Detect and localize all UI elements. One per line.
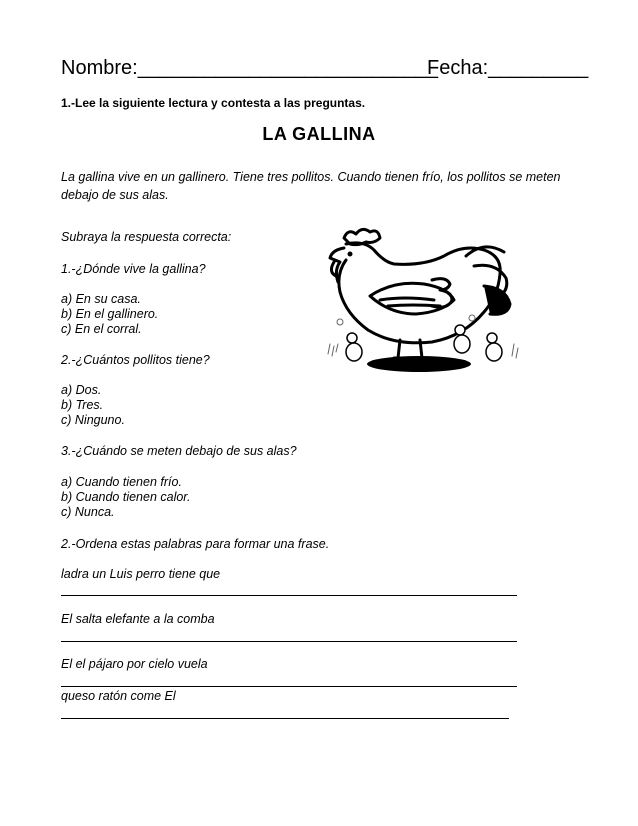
scrambled-sentence-4: queso ratón come El	[61, 689, 176, 703]
answer-line-4[interactable]	[61, 718, 509, 719]
answer-line-3[interactable]	[61, 686, 517, 687]
instruction-read: 1.-Lee la siguiente lectura y contesta a las preguntas.	[61, 96, 366, 110]
question-2-option-b[interactable]: b) Tres.	[61, 398, 104, 412]
question-2: 2.-¿Cuántos pollitos tiene?	[61, 353, 210, 367]
scrambled-sentence-1: ladra un Luis perro tiene que	[61, 567, 221, 581]
answer-line-1[interactable]	[61, 595, 517, 596]
scrambled-sentence-3: El el pájaro por cielo vuela	[61, 657, 208, 671]
reading-text: La gallina vive en un gallinero. Tiene tres pollitos. Cuando tienen frío, los pollitos se meten debajo de sus alas.	[61, 170, 561, 202]
instruction-order: 2.-Ordena estas palabras para formar una frase.	[61, 537, 330, 551]
question-3-option-a[interactable]: a) Cuando tienen frío.	[61, 475, 182, 489]
answer-line-2[interactable]	[61, 641, 517, 642]
scrambled-sentence-2: El salta elefante a la comba	[61, 612, 215, 626]
question-3-option-b[interactable]: b) Cuando tienen calor.	[61, 490, 191, 504]
question-2-option-a[interactable]: a) Dos.	[61, 383, 102, 397]
subraya-instruction: Subraya la respuesta correcta:	[61, 230, 232, 244]
page-title: LA GALLINA	[262, 124, 376, 144]
date-field-label: Fecha:_________	[427, 57, 589, 79]
question-1-option-a[interactable]: a) En su casa.	[61, 292, 141, 306]
question-1-option-c[interactable]: c) En el corral.	[61, 322, 142, 336]
question-1-option-b[interactable]: b) En el gallinero.	[61, 307, 159, 321]
question-3-option-c[interactable]: c) Nunca.	[61, 505, 115, 519]
question-1: 1.-¿Dónde vive la gallina?	[61, 262, 206, 276]
hen-illustration	[324, 226, 524, 378]
question-2-option-c[interactable]: c) Ninguno.	[61, 413, 125, 427]
name-field-label: Nombre:___________________________	[61, 57, 439, 79]
question-3: 3.-¿Cuándo se meten debajo de sus alas?	[61, 444, 297, 458]
